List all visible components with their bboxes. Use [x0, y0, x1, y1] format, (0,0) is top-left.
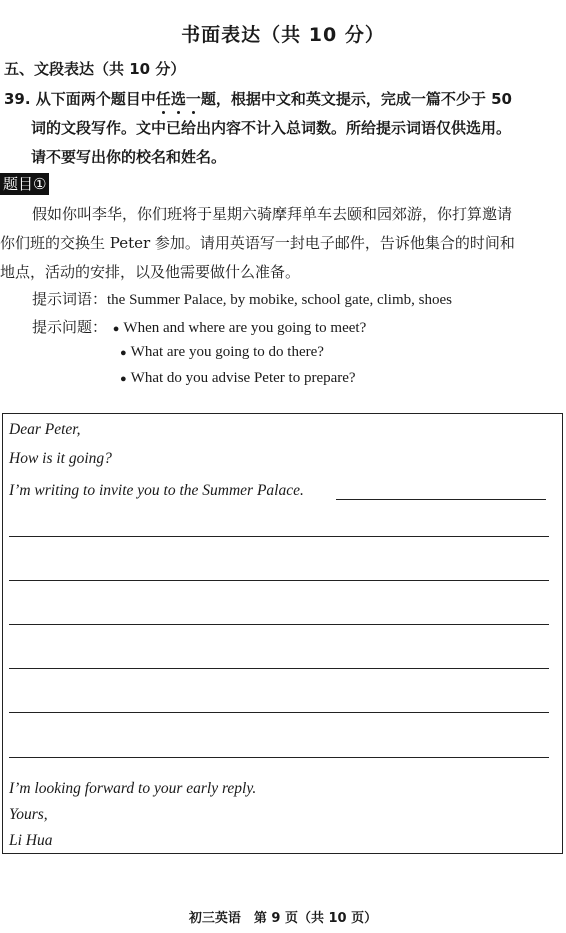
prompt-paragraph-line: 你们班的交换生 Peter 参加。请用英语写一封电子邮件，告诉他集合的时间和 — [0, 234, 515, 252]
letter-opening: I’m writing to invite you to the Summer Palace. — [9, 482, 304, 499]
letter-signature: Li Hua — [9, 832, 53, 849]
hint-question-row — [32, 316, 366, 337]
hint-words-list: the Summer Palace, by mobike, school gate, climb, shoes — [107, 292, 452, 308]
answer-line[interactable] — [9, 668, 549, 669]
hint-words-label: 提示词语： — [32, 292, 108, 308]
question-line-1 — [4, 88, 512, 109]
bullet-icon: ● — [112, 323, 120, 335]
prompt-paragraph-line: 假如你叫李华，你们班将于星期六骑摩拜单车去颐和园郊游，你打算邀请 — [32, 205, 513, 223]
emphasis-char: 一 — [185, 90, 201, 108]
question-text: 题，根据中文和英文提示，完成一篇不少于 50 — [200, 90, 512, 108]
prompt-paragraph-line: 地点，活动的安排，以及他需要做什么准备。 — [0, 263, 301, 281]
answer-line[interactable] — [9, 580, 549, 581]
hint-question: What are you going to do there? — [130, 344, 324, 360]
answer-line[interactable] — [9, 624, 549, 625]
emphasis-char: 任 — [155, 90, 171, 108]
answer-line[interactable] — [9, 536, 549, 537]
hint-question-row — [118, 344, 324, 361]
letter-greeting: How is it going? — [9, 450, 112, 467]
hint-questions-label: 提示问题： — [32, 320, 108, 336]
question-text: 39. 从下面两个题目中 — [4, 90, 156, 108]
hint-words — [32, 288, 452, 309]
emphasis-char: 选 — [170, 90, 186, 108]
answer-line[interactable] — [9, 712, 549, 713]
page-title: 书面表达（共 10 分） — [181, 24, 385, 46]
letter-signoff: Yours, — [9, 806, 48, 823]
bullet-icon: ● — [120, 373, 127, 385]
letter-salutation: Dear Peter, — [9, 421, 81, 438]
topic-tag: 题目① — [0, 173, 49, 195]
question-line-2: 词的文段写作。文中已给出内容不计入总词数。所给提示词语仅供选用。 — [31, 119, 512, 137]
bullet-icon: ● — [120, 347, 127, 359]
hint-question: What do you advise Peter to prepare? — [130, 370, 356, 386]
page-footer: 初三英语 第 9 页（共 10 页） — [188, 911, 378, 926]
section-heading: 五、文段表达（共 10 分） — [4, 60, 186, 78]
hint-question: When and where are you going to meet? — [123, 320, 367, 336]
hint-question-row — [118, 370, 356, 387]
answer-line[interactable] — [336, 499, 546, 500]
answer-line[interactable] — [9, 757, 549, 758]
question-line-3: 请不要写出你的校名和姓名。 — [31, 148, 227, 166]
letter-closing: I’m looking forward to your early reply. — [9, 780, 257, 797]
